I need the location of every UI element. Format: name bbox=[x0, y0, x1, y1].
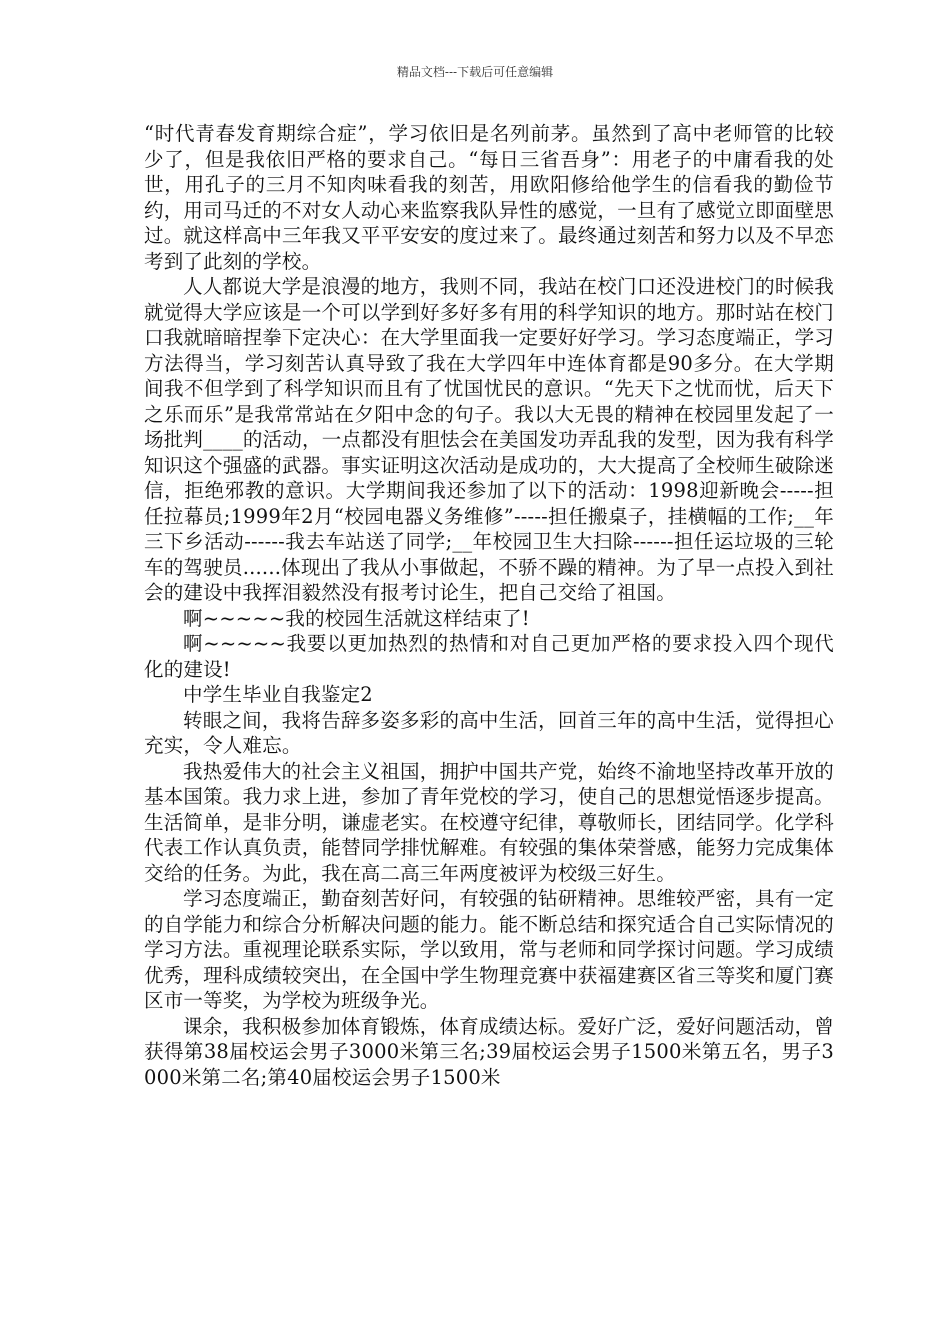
paragraph: 啊~~~~~我的校园生活就这样结束了! bbox=[183, 606, 530, 630]
paragraph: 转眼之间，我将告辞多姿多彩的高中生活，回首三年的高中生活，觉得担心充实，令人难忘。 bbox=[144, 708, 834, 757]
paragraph: 啊~~~~~我要以更加热烈的热情和对自己更加严格的要求投入四个现代化的建设! bbox=[144, 632, 834, 681]
paragraph: 人人都说大学是浪漫的地方，我则不同，我站在校门口还没进校门的时候我就觉得大学应该是一个可以学到好多好多有用的科学知识的地方。那时站在校门口我就暗暗捏拳下定决心：在大学里面我一定要好好学习。学习态度端正，学习方法得当，学习刻苦认真导致了我在大学四年中连体育都是90多分。在大学期间我不但学到了科学知识而且有了忧国忧民的意识。“先天下之忧而忧，后天下之乐而乐”是我常常站在夕阳中念的句子。我以大无畏的精神在校园里发起了一场批判____的活动，一点都没有胆怯会在美国发功弄乱我的发型，因为我有科学知识这个强盛的武器。事实证明这次活动是成功的，大大提高了全校师生破除迷信，拒绝邪教的意识。大学期间我还参加了以下的活动：1998迎新晚会-----担任拉幕员;1999年2月“校园电器义务维修”-----担任搬桌子，挂横幅的工作;__年三下乡活动------我去车站送了同学;__年校园卫生大扫除------担任运垃圾的三轮车的驾驶员......体现出了我从小事做起，不骄不躁的精神。为了早一点投入到社会的建设中我挥泪毅然没有报考讨论生，把自己交给了祖国。 bbox=[144, 275, 834, 604]
page-header: 精品文档---下载后可任意编辑 bbox=[396, 65, 554, 79]
section-heading: 中学生毕业自我鉴定2 bbox=[183, 683, 373, 706]
paragraph: “时代青春发育期综合症”，学习依旧是名列前茅。虽然到了高中老师管的比较少了，但是我依旧严格的要求自己。“每日三省吾身”：用老子的中庸看我的处世，用孔子的三月不知肉味看我的刻苦，用欧阳修给他学生的信看我的勤俭节约，用司马迁的不对女人动心来监察我队异性的感觉，一旦有了感觉立即面壁思过。就这样高中三年我又平平安安的度过来了。最终通过刻苦和努力以及不早恋考到了此刻的学校。 bbox=[144, 122, 834, 273]
paragraph: 学习态度端正，勤奋刻苦好问，有较强的钻研精神。思维较严密，具有一定的自学能力和综合分析解决问题的能力。能不断总结和探究适合自己实际情况的学习方法。重视理论联系实际，学以致用，常与老师和同学探讨问题。学习成绩优秀，理科成绩较突出，在全国中学生物理竞赛中获福建赛区省三等奖和厦门赛区市一等奖，为学校为班级争光。 bbox=[144, 887, 834, 1012]
document-body bbox=[144, 121, 834, 1090]
paragraph: 课余，我积极参加体育锻炼，体育成绩达标。爱好广泛，爱好问题活动，曾获得第38届校运会男子3000米第三名;39届校运会男子1500米第五名，男子3000米第二名;第40届校运会男子1500米 bbox=[144, 1014, 834, 1089]
paragraph: 我热爱伟大的社会主义祖国，拥护中国共产党，始终不渝地坚持改革开放的基本国策。我力求上进，参加了青年党校的学习，使自己的思想觉悟逐步提高。生活简单，是非分明，谦虚老实。在校遵守纪律，尊敬师长，团结同学。化学科代表工作认真负责，能替同学排忧解难。有较强的集体荣誉感，能努力完成集体交给的任务。为此，我在高二高三年两度被评为校级三好生。 bbox=[144, 759, 834, 885]
